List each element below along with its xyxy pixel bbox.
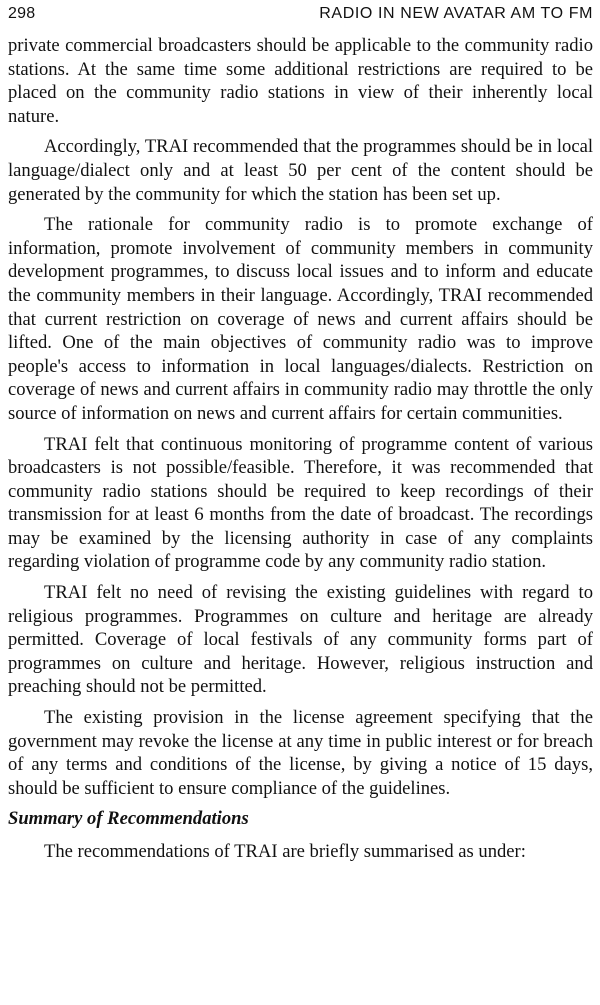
body-text — [8, 34, 593, 864]
running-header-title: RADIO IN NEW AVATAR AM TO FM — [319, 5, 593, 22]
running-header — [8, 0, 593, 34]
section-intro: The recommendations of TRAI are briefly summarised as under: — [44, 841, 526, 862]
paragraph-religious-programmes: TRAI felt no need of revising the existing guidelines with regard to religious programmes. Programmes on culture and heritage are already permitted. Coverage of local festivals of any community forms part of programmes on culture and heritage. However, religious instruction and preaching should not be permitted. — [8, 582, 593, 698]
paragraph-recordings: TRAI felt that continuous monitoring of programme content of various broadcasters is not possible/feasible. Therefore, it was recommended that community radio stations should be required to keep recordings of their transmission for at least 6 months from the date of broadcast. The recordings may be examined by the licensing authority in case of any complaints regarding violation of programme code by any community radio station. — [8, 433, 593, 573]
page-number: 298 — [8, 5, 36, 22]
paragraph-continued: private commercial broadcasters should be applicable to the community radio stations. At the same time some additional restrictions are required to be placed on the community radio stations in view of their inherently local nature. — [8, 35, 593, 127]
section-heading: Summary of Recommendations — [8, 808, 249, 830]
paragraph-license-revocation: The existing provision in the license agreement specifying that the government may revoke the license at any time in public interest or for breach of any terms and conditions of the license, by giving a notice of 15 days, should be sufficient to ensure compliance of the guidelines. — [8, 707, 593, 799]
paragraph-news-coverage: The rationale for community radio is to promote exchange of information, promote involvement of community members in community development programmes, to discuss local issues and to inform and educate the community members in their language. Accordingly, TRAI recommended that current restriction on coverage of news and current affairs should be lifted. One of the main objectives of community radio was to improve people's access to information in local languages/dialects. Restriction on coverage of news and current affairs in community radio may throttle the only source of information on news and current affairs for certain communities. — [8, 214, 593, 424]
paragraph-language-requirement: Accordingly, TRAI recommended that the programmes should be in local language/dialect only and at least 50 per cent of the content should be generated by the community for which the station has been set up. — [8, 136, 593, 205]
